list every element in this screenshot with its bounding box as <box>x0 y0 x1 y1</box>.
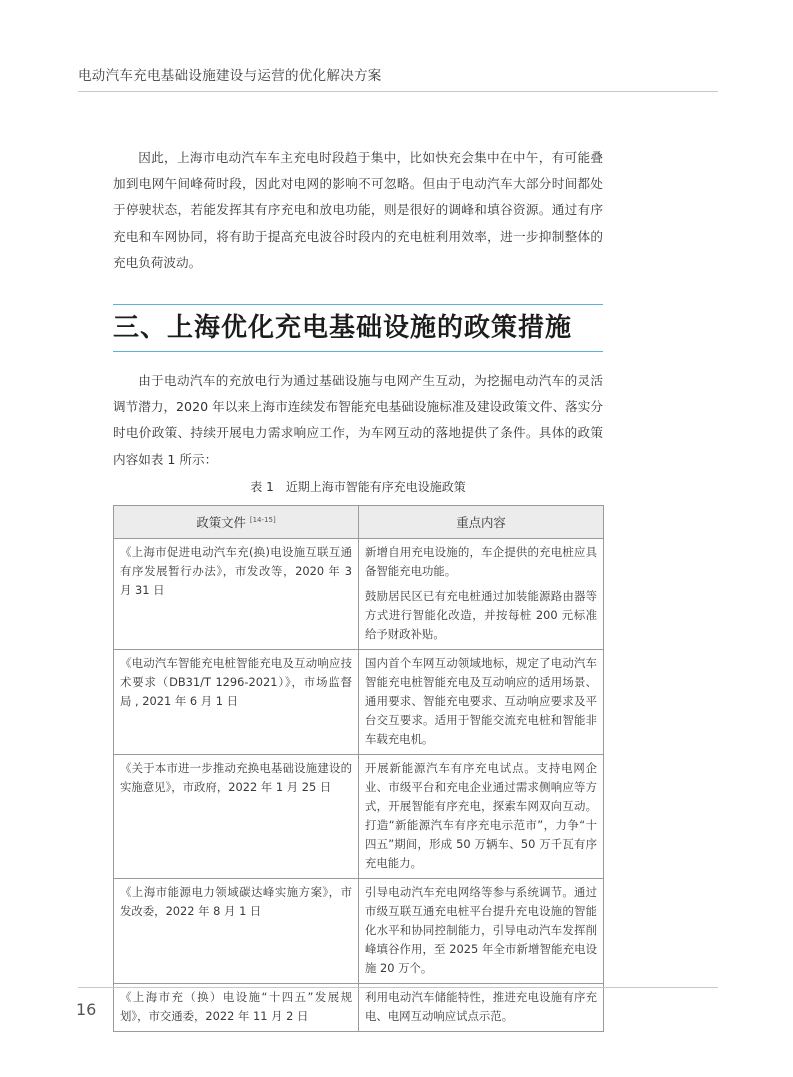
column-header-content: 重点内容 <box>359 506 604 539</box>
body-paragraph: 由于电动汽车的充放电行为通过基础设施与电网产生互动，为挖掘电动汽车的灵活调节潜力，2020 年以来上海市连续发布智能充电基础设施标准及建设政策文件、落实分时电价政策、持续开展电力需求响应工作，为车网互动的落地提供了条件。具体的政策内容如表 1 所示： <box>113 373 603 467</box>
page-number: 16 <box>76 1000 97 1019</box>
policy-content-text: 国内首个车网互动领域地标，规定了电动汽车智能充电桩智能充电及互动响应的适用场景、通用要求、智能充电要求、互动响应要求及平台交互要求。适用于智能交流充电桩和智能非车载充电机。 <box>365 656 597 746</box>
policy-document-cell: 《关于本市进一步推动充换电基础设施建设的实施意见》，市政府，2022 年 1 月 25 日 <box>114 755 359 879</box>
running-header: 电动汽车充电基础设施建设与运营的优化解决方案 <box>78 68 382 84</box>
table-row <box>114 984 604 1032</box>
column-header-document <box>114 506 359 539</box>
section-rule-top <box>113 304 603 305</box>
table-row <box>114 755 604 879</box>
policy-table <box>113 505 604 1032</box>
policy-content-text: 鼓励居民区已有充电桩通过加装能源路由器等方式进行智能化改造，并按每桩 200 元标准给予财政补贴。 <box>365 589 597 641</box>
policy-content-text: 利用电动汽车储能特性，推进充电设施有序充电、电网互动响应试点示范。 <box>365 990 597 1023</box>
intro-paragraph: 因此，上海市电动汽车车主充电时段趋于集中，比如快充会集中在中午，有可能叠加到电网午间峰荷时段，因此对电网的影响不可忽略。但由于电动汽车大部分时间都处于停驶状态，若能发挥其有序充电和放电功能，则是很好的调峰和填谷资源。通过有序充电和车网协同，将有助于提高充电波谷时段内的充电桩利用效率，进一步抑制整体的充电负荷波动。 <box>113 150 603 270</box>
column-header-document-label: 政策文件 <box>196 515 246 531</box>
policy-document-cell: 《上海市促进电动汽车充(换)电设施互联互通有序发展暂行办法》，市发改等，2020 年 3 月 31 日 <box>114 539 359 650</box>
policy-content-text: 新增自用充电设施的，车企提供的充电桩应具备智能充电功能。 <box>365 545 597 578</box>
policy-content-cell <box>359 539 604 650</box>
reference-superscript: [14-15] <box>249 516 276 525</box>
table-row <box>114 650 604 755</box>
policy-document-cell: 《上海市能源电力领域碳达峰实施方案》，市发改委，2022 年 8 月 1 日 <box>114 879 359 984</box>
header-divider <box>78 91 718 92</box>
footer-divider <box>78 987 718 988</box>
section-rule-bottom <box>113 351 603 352</box>
policy-content-text: 引导电动汽车充电网络等参与系统调节。通过市级互联互通充电桩平台提升充电设施的智能化水平和协同控制能力，引导电动汽车发挥削峰填谷作用，至 2025 年全市新增智能充电设施 20 万个。 <box>365 885 597 975</box>
policy-content-cell <box>359 755 604 879</box>
section-title: 三、上海优化充电基础设施的政策措施 <box>113 313 573 343</box>
table-row <box>114 539 604 650</box>
policy-content-cell <box>359 984 604 1032</box>
policy-content-cell <box>359 879 604 984</box>
policy-document-cell: 《电动汽车智能充电桩智能充电及互动响应技术要求（DB31/T 1296-2021）》，市场监督局 , 2021 年 6 月 1 日 <box>114 650 359 755</box>
policy-content-cell <box>359 650 604 755</box>
table-header-row <box>114 506 604 539</box>
table-row <box>114 879 604 984</box>
policy-document-cell: 《上海市充（换）电设施“十四五”发展规划》，市交通委，2022 年 11 月 2 日 <box>114 984 359 1032</box>
policy-content-text: 开展新能源汽车有序充电试点。支持电网企业、市级平台和充电企业通过需求侧响应等方式，开展智能有序充电，探索车网双向互动。打造“新能源汽车有序充电示范市”，力争“十四五”期间，形成 50 万辆车、50 万千瓦有序充电能力。 <box>365 761 597 870</box>
table-caption: 表 1 近期上海市智能有序充电设施政策 <box>250 480 466 494</box>
